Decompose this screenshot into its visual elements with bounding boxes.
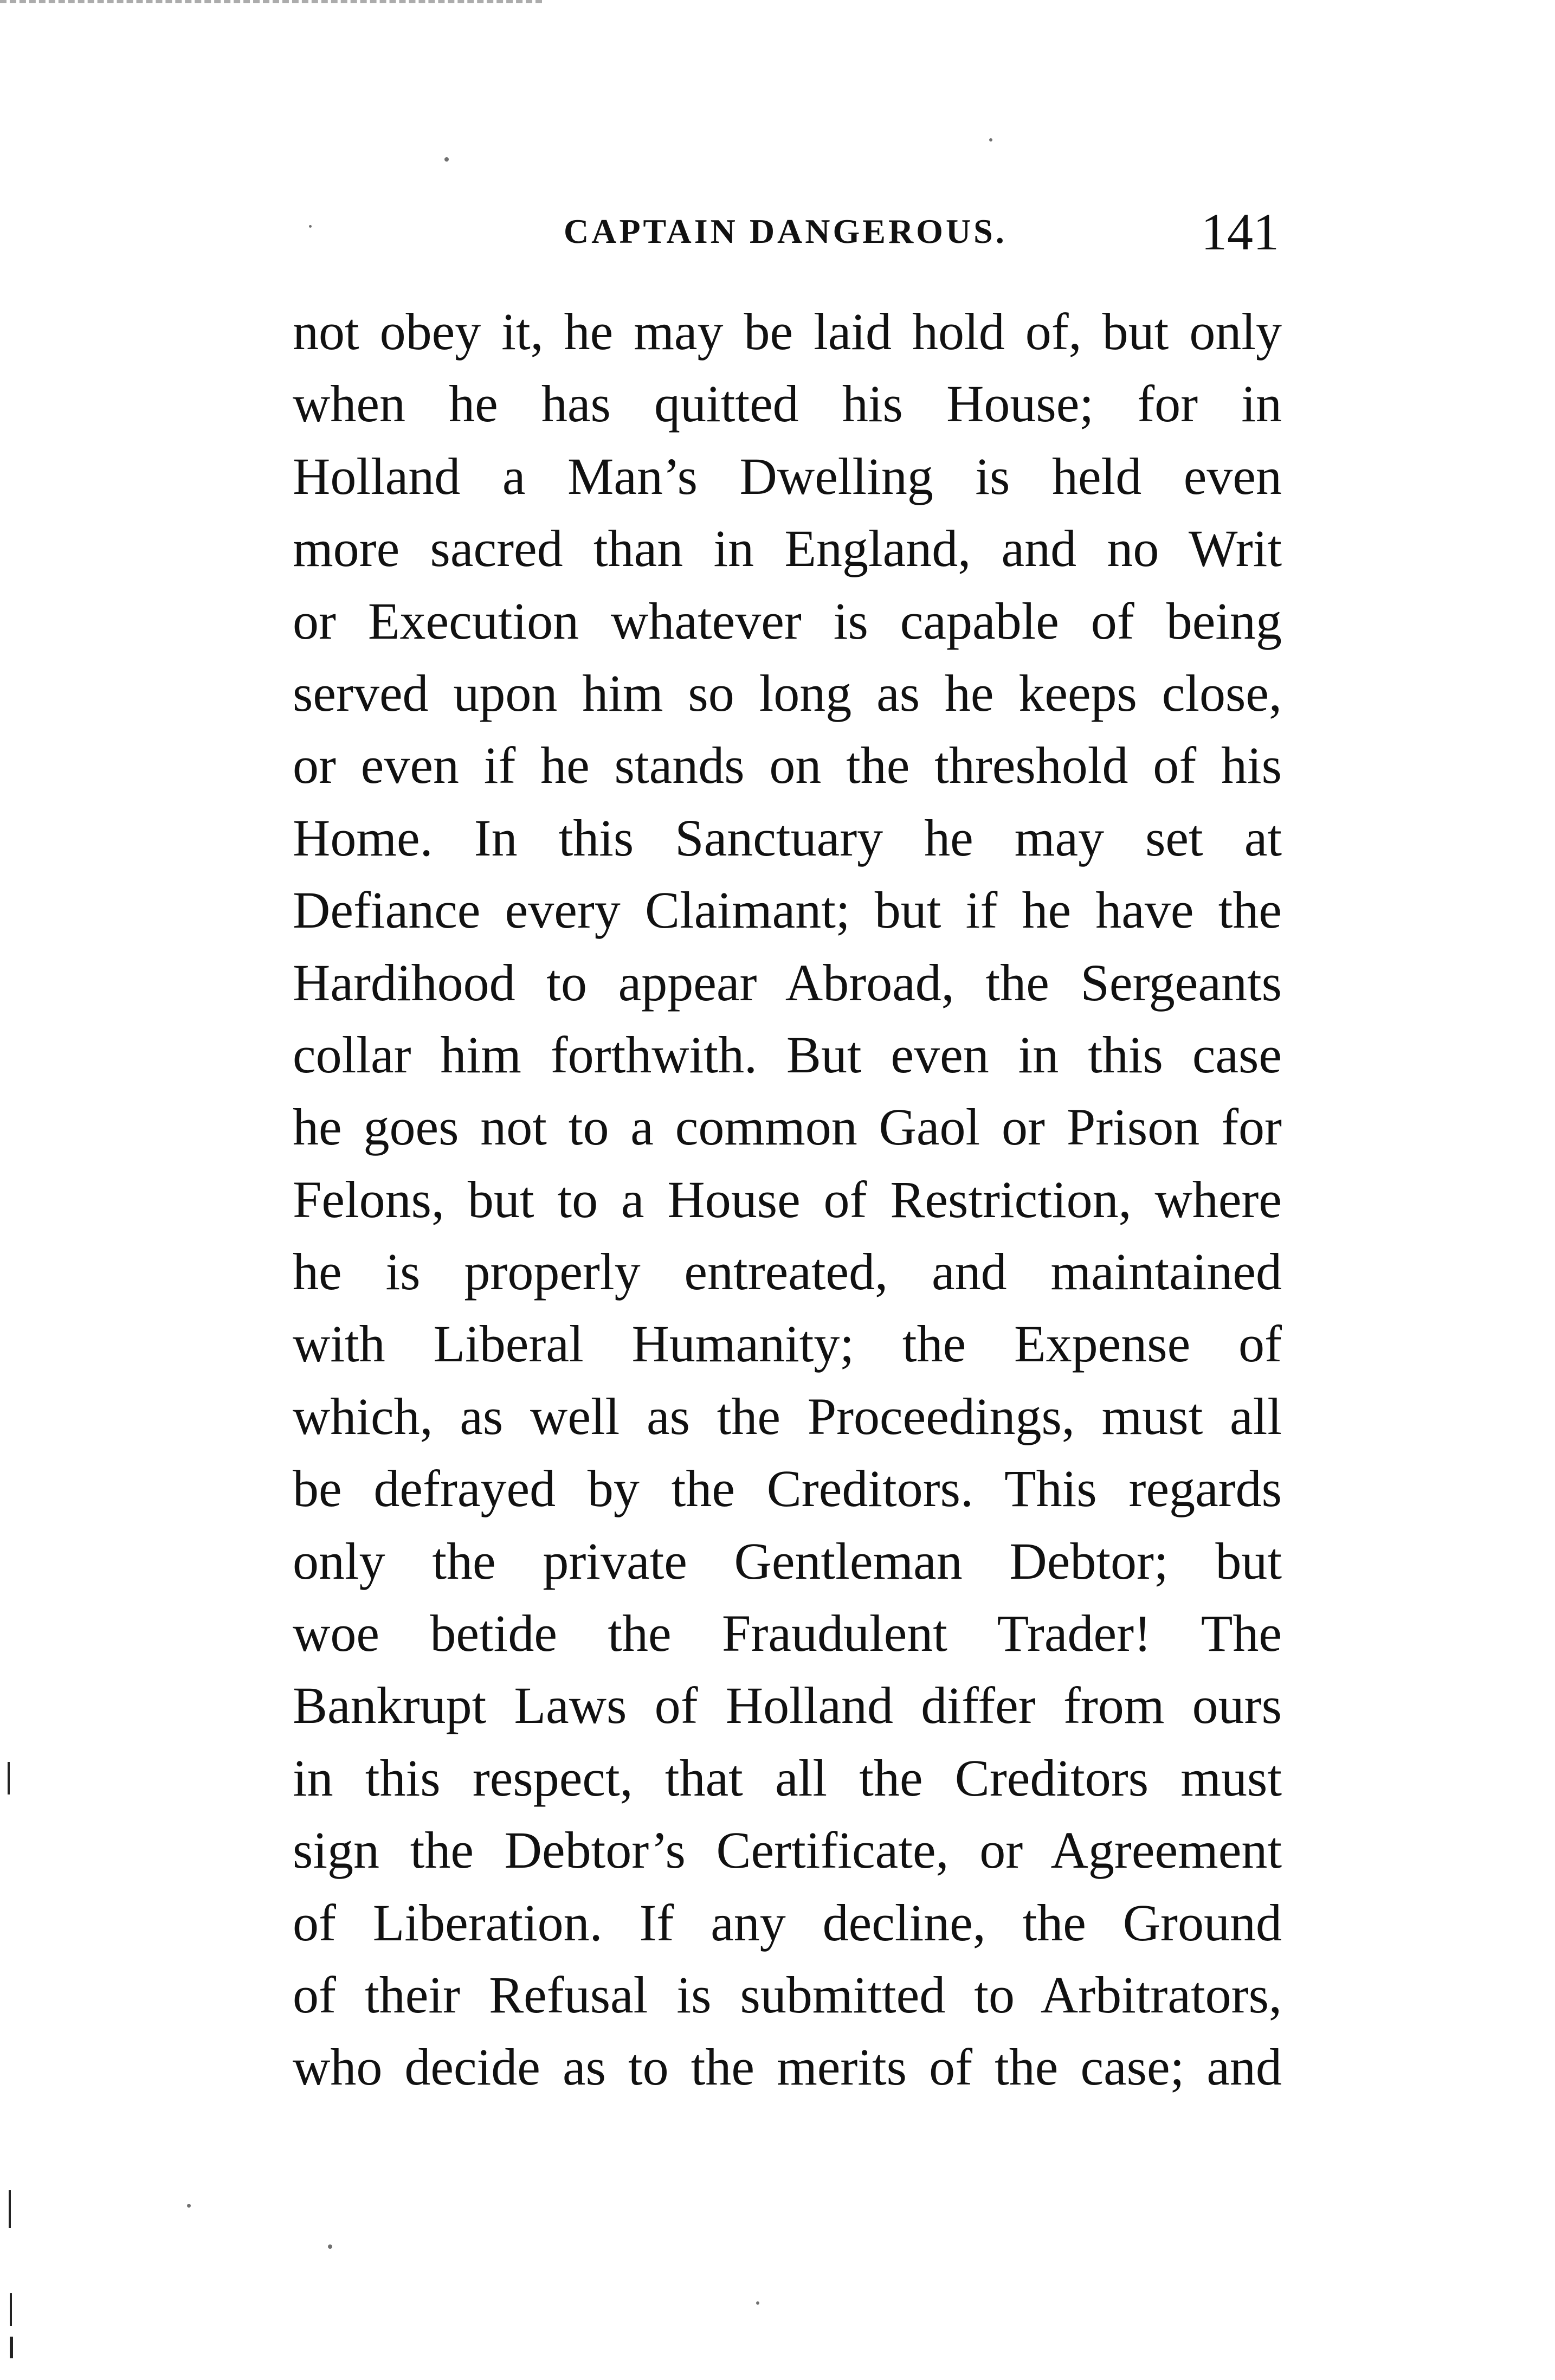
page-header: [564, 202, 1279, 261]
text-line: which, as well as the Proceedings, must all: [293, 1387, 1282, 1445]
body-text: [293, 295, 1282, 2104]
text-line: of Liberation. If any decline, the Ground: [293, 1893, 1282, 1952]
scan-margin-mark: [10, 2337, 13, 2358]
scan-speck: [989, 138, 992, 141]
scan-speck: [328, 2244, 332, 2249]
scan-edge-mark: [0, 0, 542, 15]
text-line: Bankrupt Laws of Holland differ from ours: [293, 1676, 1282, 1735]
text-line: Holland a Man’s Dwelling is held even: [293, 447, 1282, 505]
text-line: Defiance every Claimant; but if he have the: [293, 881, 1282, 940]
text-line: or even if he stands on the threshold of his: [293, 736, 1282, 795]
text-line: Felons, but to a House of Restriction, where: [293, 1170, 1282, 1228]
text-line: of their Refusal is submitted to Arbitrators,: [293, 1965, 1282, 2024]
text-line: who decide as to the merits of the case; and: [293, 2038, 1282, 2096]
text-line: be defrayed by the Creditors. This regards: [293, 1459, 1282, 1518]
text-line: Home. In this Sanctuary he may set at: [293, 808, 1282, 867]
text-line: woe betide the Fraudulent Trader! The: [293, 1604, 1282, 1663]
text-line: Hardihood to appear Abroad, the Sergeants: [293, 953, 1282, 1012]
scan-margin-mark: [9, 2190, 11, 2228]
scan-margin-mark: [10, 2293, 12, 2326]
text-line: he is properly entreated, and maintained: [293, 1243, 1282, 1301]
text-line: only the private Gentleman Debtor; but: [293, 1532, 1282, 1590]
scan-speck: [444, 157, 449, 162]
text-line: not obey it, he may be laid hold of, but only: [293, 303, 1282, 361]
text-line: in this respect, that all the Creditors must: [293, 1748, 1282, 1807]
text-line: served upon him so long as he keeps close,: [293, 664, 1282, 722]
scan-speck: [756, 2301, 759, 2305]
text-line: when he has quitted his House; for in: [293, 375, 1282, 433]
scan-margin-mark: [8, 1762, 10, 1794]
text-line: collar him forthwith. But even in this case: [293, 1025, 1282, 1084]
text-line: he goes not to a common Gaol or Prison for: [293, 1098, 1282, 1156]
text-line: with Liberal Humanity; the Expense of: [293, 1315, 1282, 1373]
text-line: sign the Debtor’s Certificate, or Agreement: [293, 1821, 1282, 1880]
page-number: 141: [1201, 203, 1279, 261]
running-head: CAPTAIN DANGEROUS.: [564, 212, 1007, 250]
text-line: or Execution whatever is capable of being: [293, 591, 1282, 650]
text-line: more sacred than in England, and no Writ: [293, 519, 1282, 578]
scan-speck: [309, 225, 312, 228]
scan-speck: [187, 2204, 191, 2208]
